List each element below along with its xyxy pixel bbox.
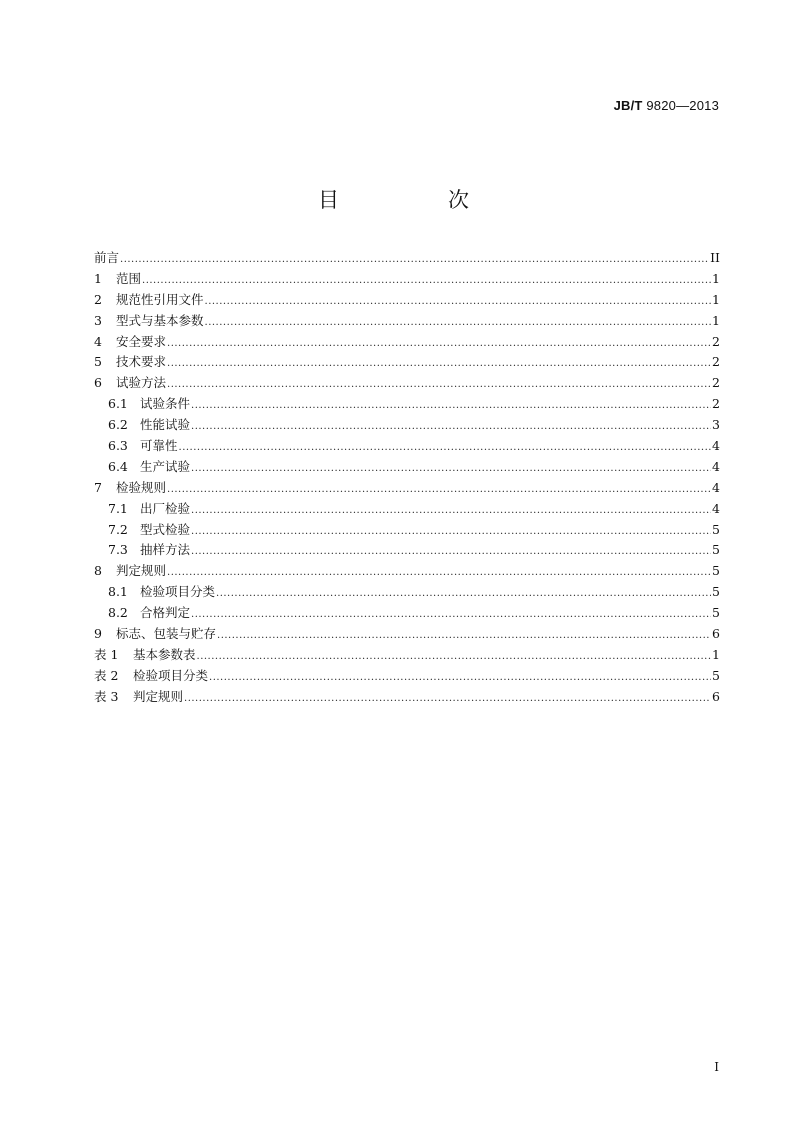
toc-entry-number: 表 3 <box>94 688 119 704</box>
toc-entry-page: 1 <box>712 646 720 662</box>
toc-entry[interactable] <box>94 478 720 499</box>
toc-entry[interactable] <box>94 415 720 436</box>
toc-entry-number: 8 <box>94 563 102 579</box>
dot-leader <box>167 375 711 396</box>
dot-leader <box>191 522 711 543</box>
toc-entry-label: 前言 <box>94 250 120 265</box>
toc-entry-page: 4 <box>712 500 720 516</box>
toc-entry[interactable] <box>94 352 720 373</box>
toc-entry[interactable] <box>94 457 720 478</box>
dot-leader <box>209 668 711 689</box>
dot-leader <box>167 563 711 584</box>
toc-entry-label: 出厂检验 <box>140 500 191 516</box>
toc-entry-label: 技术要求 <box>116 354 167 370</box>
toc-entry-label: 判定规则 <box>133 688 184 704</box>
toc-entry[interactable] <box>94 582 720 603</box>
dot-leader <box>197 647 711 668</box>
toc-entry[interactable] <box>94 290 720 311</box>
toc-entry[interactable] <box>94 332 720 353</box>
toc-entry-number: 5 <box>94 354 102 370</box>
toc-entry[interactable] <box>94 373 720 394</box>
toc-entry-number: 表 2 <box>94 667 119 683</box>
toc-entry-number: 6.3 <box>108 438 128 454</box>
toc-entry-page: 2 <box>712 354 720 370</box>
toc-entry-page: 6 <box>712 626 720 642</box>
toc-entry-page: 4 <box>712 479 720 495</box>
dot-leader <box>205 292 711 313</box>
dot-leader <box>216 584 711 605</box>
toc-entry[interactable] <box>94 603 720 624</box>
toc-entry-number: 8.1 <box>108 584 128 600</box>
standard-code-number: 9820—2013 <box>646 98 719 113</box>
toc-entry-label: 检验项目分类 <box>140 584 216 600</box>
dot-leader <box>184 689 711 710</box>
toc-entry-page: 2 <box>712 375 720 391</box>
toc-entry-page: 3 <box>712 417 720 433</box>
toc-entry-number: 7.2 <box>108 521 128 537</box>
toc-entry-label: 判定规则 <box>116 563 167 579</box>
toc-entry-label: 标志、包装与贮存 <box>116 626 217 642</box>
table-of-contents <box>94 248 720 708</box>
toc-entry-label: 安全要求 <box>116 333 167 349</box>
page-number: I <box>714 1060 719 1074</box>
toc-entry-label: 型式与基本参数 <box>116 312 204 328</box>
toc-entry-label: 性能试验 <box>140 417 191 433</box>
toc-entry-label: 规范性引用文件 <box>116 291 204 307</box>
toc-entry-number: 6.2 <box>108 417 128 433</box>
toc-entry-page: 5 <box>712 584 720 600</box>
toc-entry-page: 5 <box>712 542 720 558</box>
toc-entry-label: 检验规则 <box>116 479 167 495</box>
toc-entry-label: 试验方法 <box>116 375 167 391</box>
toc-entry[interactable] <box>94 645 720 666</box>
toc-entry-page: 1 <box>712 312 720 328</box>
toc-entry-number: 表 1 <box>94 646 119 662</box>
dot-leader <box>191 542 711 563</box>
toc-entry-number: 3 <box>94 312 102 328</box>
toc-entry-label: 型式检验 <box>140 521 191 537</box>
dot-leader <box>191 605 711 626</box>
toc-entry-number: 7 <box>94 479 102 495</box>
toc-entry[interactable] <box>94 248 720 269</box>
dot-leader <box>142 271 711 292</box>
dot-leader <box>167 354 711 375</box>
toc-entry-label: 合格判定 <box>140 605 191 621</box>
standard-code <box>614 98 719 113</box>
dot-leader <box>179 438 711 459</box>
toc-entry-page: 5 <box>712 605 720 621</box>
toc-entry-page: 5 <box>712 521 720 537</box>
dot-leader <box>191 396 711 417</box>
toc-entry-label: 基本参数表 <box>133 646 196 662</box>
toc-entry[interactable] <box>94 666 720 687</box>
toc-entry-page: 4 <box>712 438 720 454</box>
toc-entry-number: 6.1 <box>108 396 128 412</box>
dot-leader <box>167 480 711 501</box>
toc-entry[interactable] <box>94 269 720 290</box>
toc-entry[interactable] <box>94 687 720 708</box>
standard-code-prefix: JB/T <box>613 98 643 113</box>
toc-entry-page: 1 <box>712 270 720 286</box>
dot-leader <box>205 313 711 334</box>
toc-title: 目 次 <box>318 188 513 212</box>
toc-entry[interactable] <box>94 436 720 457</box>
toc-entry[interactable] <box>94 499 720 520</box>
dot-leader <box>191 459 711 480</box>
dot-leader <box>191 501 711 522</box>
toc-entry[interactable] <box>94 520 720 541</box>
toc-entry[interactable] <box>94 540 720 561</box>
toc-entry-page: 6 <box>712 688 720 704</box>
toc-entry-label: 范围 <box>116 270 142 286</box>
toc-entry-number: 4 <box>94 333 102 349</box>
toc-entry-page: 2 <box>712 333 720 349</box>
toc-entry-number: 7.3 <box>108 542 128 558</box>
toc-entry-label: 试验条件 <box>140 396 191 412</box>
toc-entry-number: 9 <box>94 626 102 642</box>
dot-leader <box>120 250 709 271</box>
toc-entry-number: 2 <box>94 291 102 307</box>
toc-entry[interactable] <box>94 311 720 332</box>
toc-entry-page: 5 <box>712 667 720 683</box>
toc-entry-number: 6 <box>94 375 102 391</box>
toc-entry-label: 抽样方法 <box>140 542 191 558</box>
dot-leader <box>217 626 711 647</box>
toc-entry-number: 6.4 <box>108 458 128 474</box>
toc-entry-page: 1 <box>712 291 720 307</box>
toc-entry-page: 4 <box>712 458 720 474</box>
toc-entry-page: 2 <box>712 396 720 412</box>
toc-entry-page: II <box>710 250 720 265</box>
toc-entry-label: 生产试验 <box>140 458 191 474</box>
toc-entry-number: 7.1 <box>108 500 128 516</box>
dot-leader <box>167 334 711 355</box>
dot-leader <box>191 417 711 438</box>
toc-entry-number: 8.2 <box>108 605 128 621</box>
toc-entry-label: 可靠性 <box>140 438 178 454</box>
toc-entry[interactable] <box>94 624 720 645</box>
toc-entry-page: 5 <box>712 563 720 579</box>
toc-entry-number: 1 <box>94 270 102 286</box>
toc-entry[interactable] <box>94 394 720 415</box>
toc-entry-label: 检验项目分类 <box>133 667 209 683</box>
toc-entry[interactable] <box>94 561 720 582</box>
